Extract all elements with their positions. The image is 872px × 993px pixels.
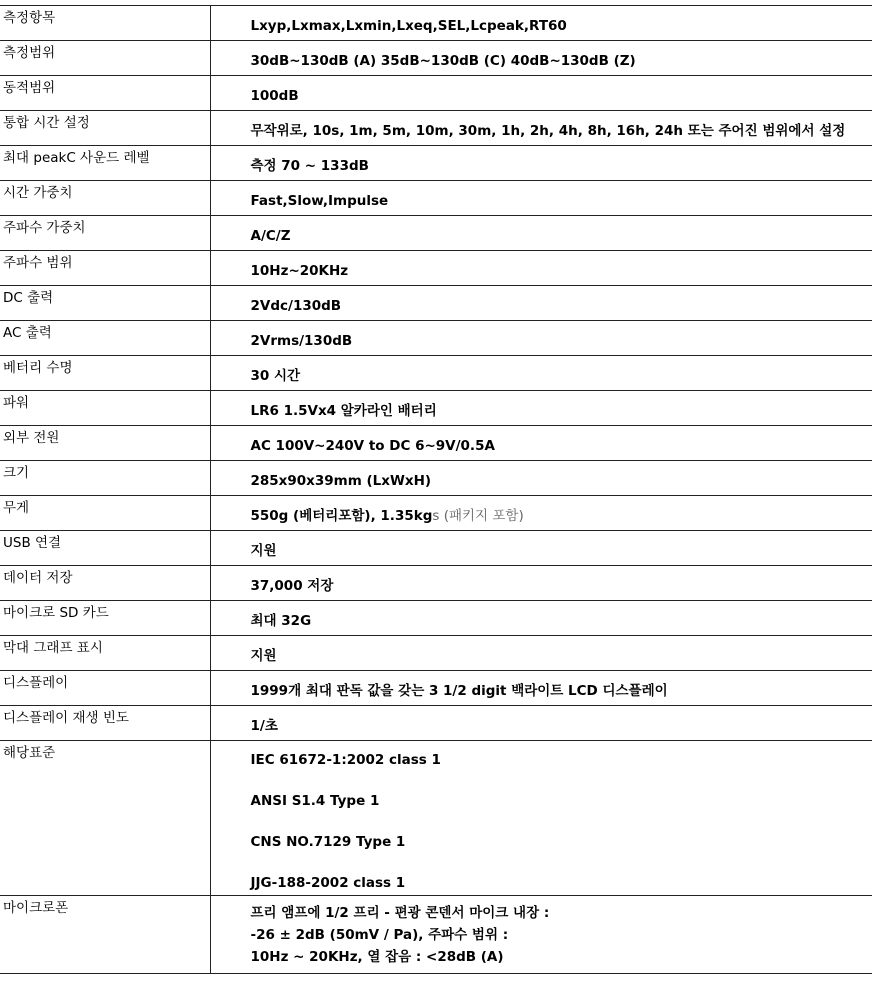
spec-row-standards xyxy=(0,741,872,896)
spec-row xyxy=(0,111,872,146)
spec-row xyxy=(0,636,872,671)
spec-table xyxy=(0,5,872,974)
spec-value: 100dB xyxy=(210,76,872,111)
spec-label: 주파수 범위 xyxy=(0,251,210,286)
spec-row xyxy=(0,391,872,426)
spec-value: A/C/Z xyxy=(210,216,872,251)
spec-value: 1999개 최대 판독 값을 갖는 3 1/2 digit 백라이트 LCD 디스플레이 xyxy=(210,671,872,706)
spec-row xyxy=(0,706,872,741)
spec-value: 지원 xyxy=(210,531,872,566)
spec-row xyxy=(0,426,872,461)
microphone-line: 10Hz ~ 20KHz, 열 잡음 : <28dB (A) xyxy=(251,946,872,968)
spec-value: 2Vrms/130dB xyxy=(210,321,872,356)
standard-item: CNS NO.7129 Type 1 xyxy=(251,833,872,851)
spec-row xyxy=(0,601,872,636)
spec-label: 주파수 가중치 xyxy=(0,216,210,251)
standards-value xyxy=(210,741,872,896)
spec-value: 10Hz~20KHz xyxy=(210,251,872,286)
spec-value: 지원 xyxy=(210,636,872,671)
spec-value: 37,000 저장 xyxy=(210,566,872,601)
standard-item: ANSI S1.4 Type 1 xyxy=(251,792,872,810)
spec-label: 크기 xyxy=(0,461,210,496)
spec-value: 30dB~130dB (A) 35dB~130dB (C) 40dB~130dB (Z) xyxy=(210,41,872,76)
spec-row-microphone xyxy=(0,896,872,974)
spec-table-body xyxy=(0,6,872,974)
spec-row xyxy=(0,216,872,251)
spec-label: 무게 xyxy=(0,496,210,531)
spec-label: 파워 xyxy=(0,391,210,426)
spec-row xyxy=(0,146,872,181)
weight-value: 550g (베터리포함), 1.35kg xyxy=(251,508,433,524)
spec-value: 무작위로, 10s, 1m, 5m, 10m, 30m, 1h, 2h, 4h, 8h, 16h, 24h 또는 주어진 범위에서 설정 xyxy=(210,111,872,146)
spec-row xyxy=(0,41,872,76)
spec-label: 막대 그래프 표시 xyxy=(0,636,210,671)
spec-label: DC 출력 xyxy=(0,286,210,321)
spec-value: Fast,Slow,Impulse xyxy=(210,181,872,216)
spec-label: 통합 시간 설정 xyxy=(0,111,210,146)
spec-label: 외부 전원 xyxy=(0,426,210,461)
standard-item: JJG-188-2002 class 1 xyxy=(251,874,872,892)
spec-value: 최대 32G xyxy=(210,601,872,636)
spec-label: 데이터 저장 xyxy=(0,566,210,601)
spec-row xyxy=(0,6,872,41)
spec-row xyxy=(0,251,872,286)
spec-value: LR6 1.5Vx4 알카라인 배터리 xyxy=(210,391,872,426)
spec-row xyxy=(0,496,872,531)
spec-row xyxy=(0,671,872,706)
spec-row xyxy=(0,566,872,601)
spec-label: 측정항목 xyxy=(0,6,210,41)
spec-value: 측정 70 ~ 133dB xyxy=(210,146,872,181)
microphone-label: 마이크로폰 xyxy=(0,896,210,974)
spec-value: 30 시간 xyxy=(210,356,872,391)
spec-value: 1/초 xyxy=(210,706,872,741)
spec-value: Lxyp,Lxmax,Lxmin,Lxeq,SEL,Lcpeak,RT60 xyxy=(210,6,872,41)
standards-label: 해당표준 xyxy=(0,741,210,896)
spec-value: 2Vdc/130dB xyxy=(210,286,872,321)
weight-suffix: s (패키지 포함) xyxy=(432,508,523,524)
spec-value xyxy=(210,496,872,531)
spec-row xyxy=(0,461,872,496)
spec-row xyxy=(0,531,872,566)
spec-label: AC 출력 xyxy=(0,321,210,356)
spec-label: 디스플레이 xyxy=(0,671,210,706)
microphone-line: 프리 앰프에 1/2 프리 - 편광 콘덴서 마이크 내장 : xyxy=(251,902,872,924)
spec-label: 디스플레이 재생 빈도 xyxy=(0,706,210,741)
spec-row xyxy=(0,286,872,321)
spec-label: 동적범위 xyxy=(0,76,210,111)
spec-label: 최대 peakC 사운드 레벨 xyxy=(0,146,210,181)
microphone-value xyxy=(210,896,872,974)
spec-value: AC 100V~240V to DC 6~9V/0.5A xyxy=(210,426,872,461)
spec-row xyxy=(0,76,872,111)
spec-row xyxy=(0,181,872,216)
microphone-line: -26 ± 2dB (50mV / Pa), 주파수 범위 : xyxy=(251,924,872,946)
standard-item: IEC 61672-1:2002 class 1 xyxy=(251,751,872,769)
spec-label: 마이크로 SD 카드 xyxy=(0,601,210,636)
spec-label: 시간 가중치 xyxy=(0,181,210,216)
spec-row xyxy=(0,321,872,356)
spec-label: 베터리 수명 xyxy=(0,356,210,391)
spec-label: USB 연결 xyxy=(0,531,210,566)
spec-value: 285x90x39mm (LxWxH) xyxy=(210,461,872,496)
spec-label: 측정범위 xyxy=(0,41,210,76)
spec-row xyxy=(0,356,872,391)
